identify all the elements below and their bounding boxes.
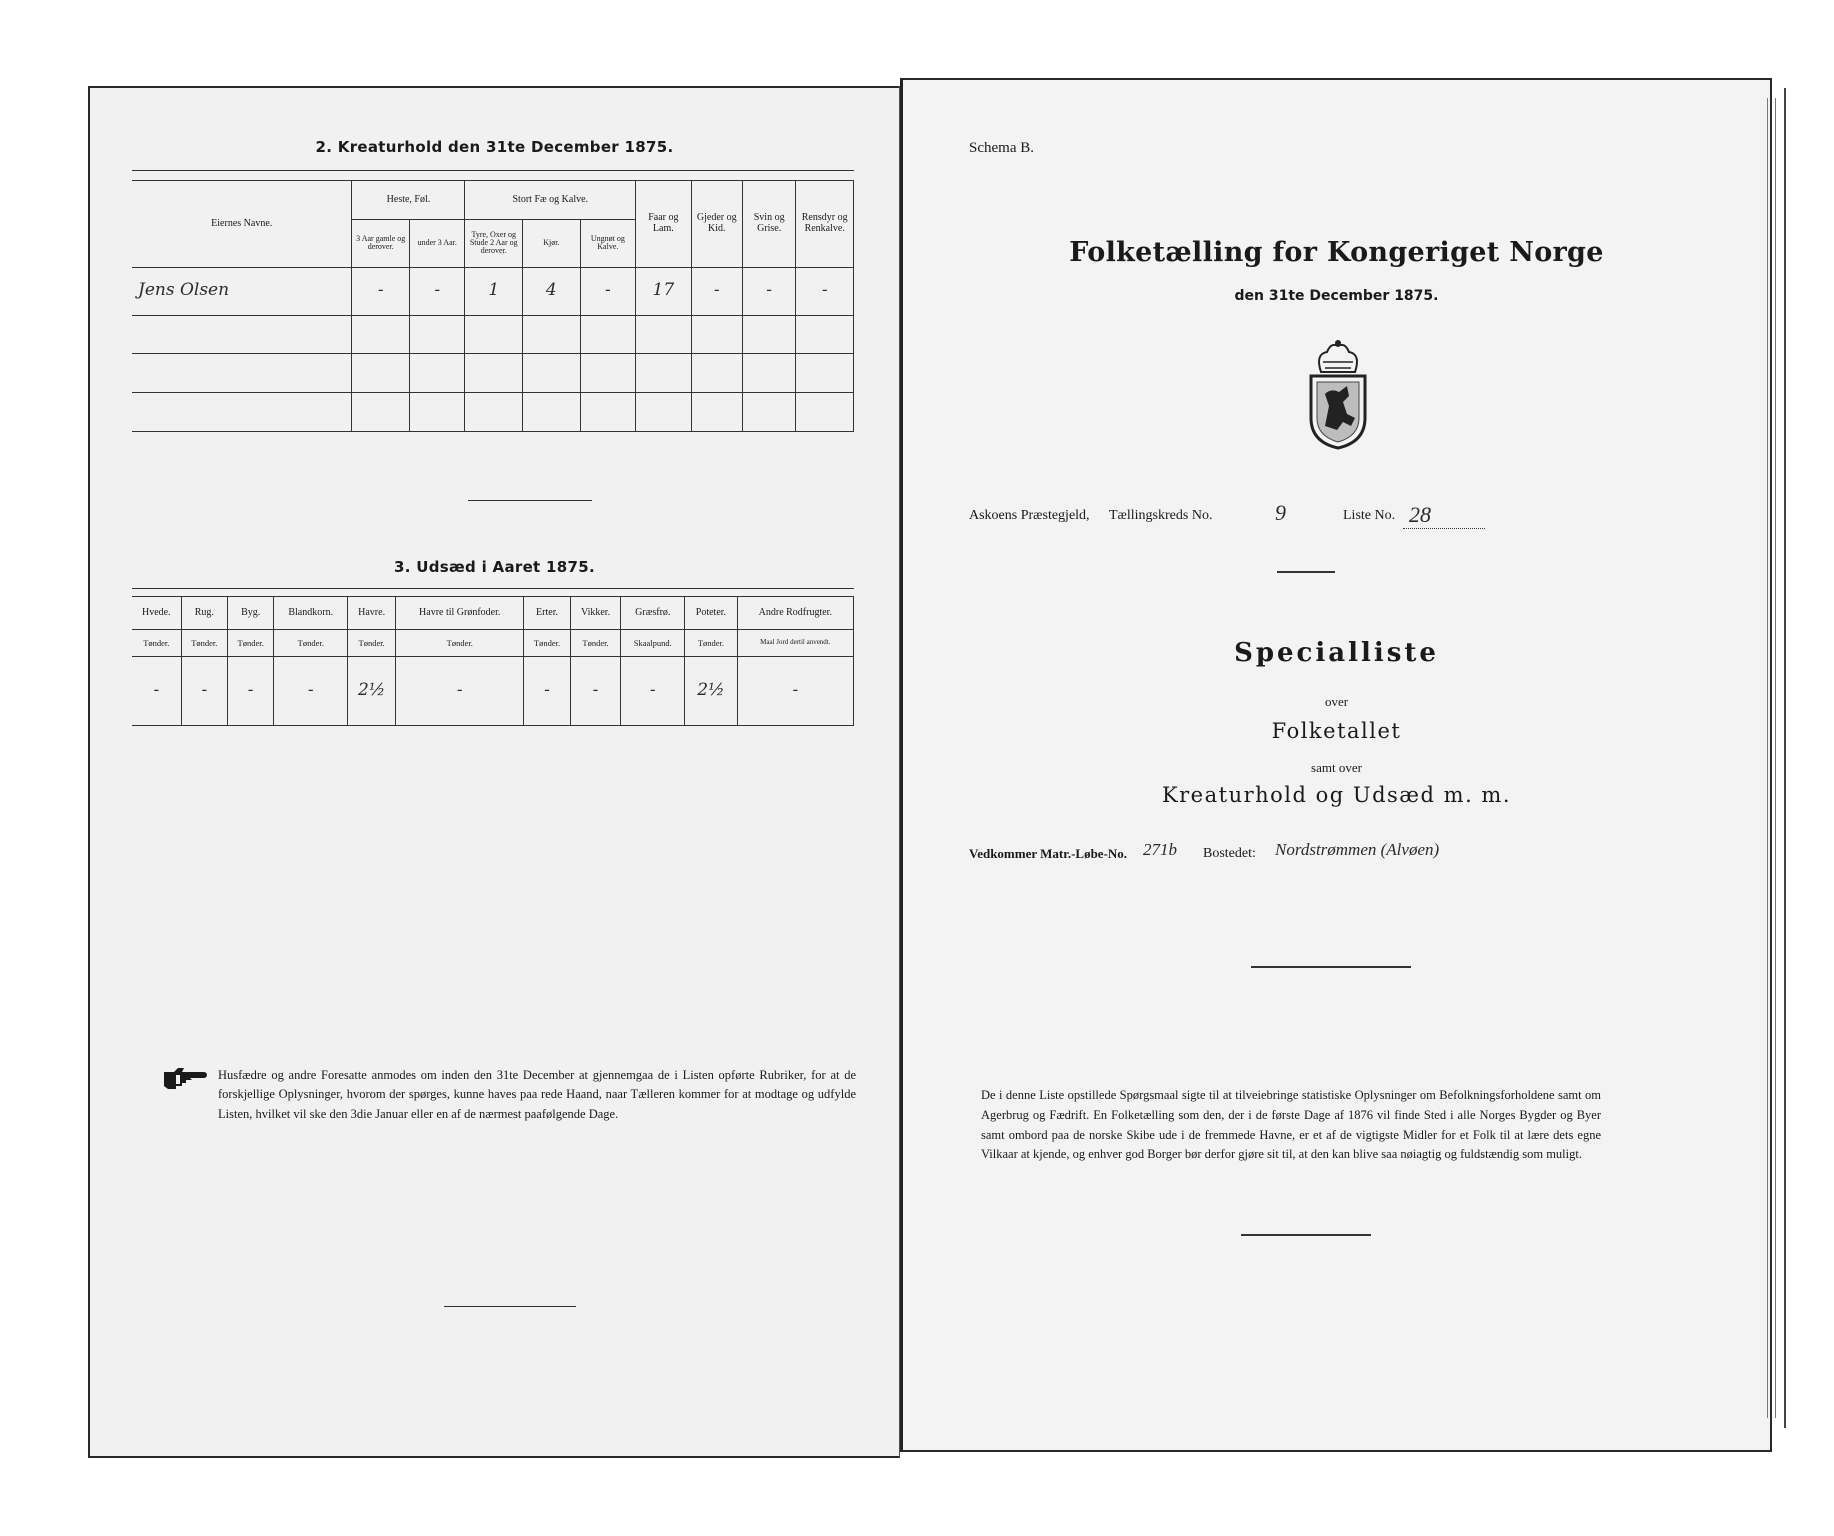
census-date: den 31te December 1875. — [1234, 288, 1439, 304]
sow-col-havre: Havre. — [348, 597, 396, 630]
sow-col-rug: Rug. — [181, 597, 227, 630]
table-cell: - — [409, 267, 465, 315]
livestock-table — [132, 180, 854, 432]
table-cell: - — [524, 656, 570, 725]
col-owner: Eiernes Navne. — [132, 181, 352, 268]
right-page — [900, 78, 1772, 1452]
census-title: Folketælling for Kongeriget Norge — [1069, 237, 1604, 268]
separator-rule — [468, 500, 592, 501]
sow-unit: Tønder. — [348, 630, 396, 656]
district-label: Tællingskreds No. — [1109, 508, 1213, 523]
table-cell: - — [691, 267, 742, 315]
sow-col-vikker: Vikker. — [570, 597, 621, 630]
sowing-heading: 3. Udsæd i Aaret 1875. — [394, 558, 595, 576]
separator-rule — [1277, 571, 1335, 573]
left-page — [88, 86, 900, 1458]
table-row — [132, 267, 854, 315]
table-cell: - — [274, 656, 348, 725]
group-cattle: Stort Fæ og Kalve. — [465, 181, 636, 220]
table-row — [132, 656, 854, 725]
sow-unit: Tønder. — [524, 630, 570, 656]
sow-col-erter: Erter. — [524, 597, 570, 630]
separator-rule — [444, 1306, 576, 1307]
table-cell: - — [796, 267, 854, 315]
sow-unit: Skaalpund. — [621, 630, 685, 656]
list-label: Liste No. — [1343, 508, 1396, 523]
sow-col-graesfro: Græsfrø. — [621, 597, 685, 630]
sowing-table — [132, 596, 854, 726]
dotted-rule — [1403, 528, 1485, 529]
samt-over-text: samt over — [1311, 760, 1362, 775]
sow-unit: Tønder. — [227, 630, 273, 656]
sow-unit: Tønder. — [274, 630, 348, 656]
table-row — [132, 354, 854, 393]
sow-col-byg: Byg. — [227, 597, 273, 630]
pointing-hand-icon — [162, 1064, 208, 1092]
col-pigs: Svin og Grise. — [742, 181, 795, 268]
sow-col-hvede: Hvede. — [132, 597, 181, 630]
table-cell: - — [742, 267, 795, 315]
sow-col-blandkorn: Blandkorn. — [274, 597, 348, 630]
census-book — [88, 78, 1788, 1468]
table-cell: - — [570, 656, 621, 725]
table-cell: 17 — [636, 267, 692, 315]
matr-label: Vedkommer Matr.-Løbe-No. — [969, 846, 1128, 861]
col-sheep: Faar og Lam. — [636, 181, 692, 268]
folketallet-heading: Folketallet — [1271, 719, 1402, 743]
table-cell: - — [132, 656, 181, 725]
sow-unit: Tønder. — [685, 630, 737, 656]
table-cell: - — [352, 267, 410, 315]
col-reindeer: Rensdyr og Renkalve. — [796, 181, 854, 268]
livestock-heading: 2. Kreaturhold den 31te December 1875. — [315, 138, 674, 156]
over-text: over — [1324, 694, 1349, 709]
col-cows: Kjør. — [523, 219, 581, 267]
specialliste-heading: Specialliste — [1234, 638, 1439, 668]
bostedet-label: Bostedet: — [1203, 846, 1256, 861]
col-horse-old: 3 Aar gamle og derover. — [352, 219, 410, 267]
table-cell: 2½ — [348, 656, 396, 725]
household-notice: Husfædre og andre Foresatte anmodes om inden den 31te December at gjennemgaa de i Listen opførte Rubriker, for at de forskjellige Oplysninger, hvorom der spørges, kunne haves paa rede Haand, naar Tælleren kommer for at modtage og udfylde Listen, hvilket vil ske den 3die Januar eller en af de nærmest paafølgende Dage. — [218, 1068, 856, 1121]
separator-rule — [1241, 1234, 1371, 1236]
sow-unit: Tønder. — [181, 630, 227, 656]
matr-value: 271b — [1143, 840, 1177, 859]
district-value: 9 — [1275, 500, 1286, 525]
sow-unit: Maal Jord dertil anvendt. — [737, 630, 853, 656]
table-cell: - — [580, 267, 636, 315]
col-goats: Gjeder og Kid. — [691, 181, 742, 268]
separator-rule — [1251, 966, 1411, 968]
table-row — [132, 315, 854, 354]
group-horses: Heste, Føl. — [352, 181, 465, 220]
schema-label: Schema B. — [969, 140, 1034, 156]
table-cell: 4 — [523, 267, 581, 315]
table-cell: - — [227, 656, 273, 725]
sow-unit: Tønder. — [132, 630, 181, 656]
sow-unit: Tønder. — [570, 630, 621, 656]
list-value: 28 — [1409, 502, 1431, 527]
heading-rule — [132, 170, 854, 171]
parish-label: Askoens Præstegjeld, — [969, 508, 1090, 523]
bostedet-value: Nordstrømmen (Alvøen) — [1275, 840, 1440, 859]
table-cell: - — [737, 656, 853, 725]
col-bulls: Tyre, Oxer og Stude 2 Aar og derover. — [465, 219, 523, 267]
sow-col-poteter: Poteter. — [685, 597, 737, 630]
table-cell: - — [396, 656, 524, 725]
page-edge-stack — [1688, 88, 1786, 1428]
heading-rule — [132, 588, 854, 589]
table-row — [132, 393, 854, 432]
table-cell: 2½ — [685, 656, 737, 725]
sow-col-gronfoder: Havre til Grønfoder. — [396, 597, 524, 630]
sow-col-rodfrugter: Andre Rodfrugter. — [737, 597, 853, 630]
col-young: Ungnøt og Kalve. — [580, 219, 636, 267]
kreaturhold-heading: Kreaturhold og Udsæd m. m. — [1161, 783, 1512, 807]
census-intro-text: De i denne Liste opstillede Spørgsmaal sigte til at tilveiebringe statistiske Oplysninger om Befolkningsforholdene samt om Agerbrug og Fædrift. En Folketælling som den, der i de første Dage af 1876 vil finde Sted i alle Norges Bygder og Byer samt ombord paa de norske Skibe ude i de fremmede Havne, er et af de vigtigste Midler for et Folk til at lære dets egne Vilkaar at kjende, og enhver god Borger bør derfor gjøre sit til, at den kan blive saa nøiagtig og fuldstændig som muligt. — [981, 1088, 1601, 1162]
table-cell: - — [181, 656, 227, 725]
coat-of-arms-emblem — [1303, 338, 1373, 450]
table-cell: - — [621, 656, 685, 725]
sow-unit: Tønder. — [396, 630, 524, 656]
owner-name: Jens Olsen — [132, 267, 352, 315]
col-horse-young: under 3 Aar. — [409, 219, 465, 267]
table-cell: 1 — [465, 267, 523, 315]
